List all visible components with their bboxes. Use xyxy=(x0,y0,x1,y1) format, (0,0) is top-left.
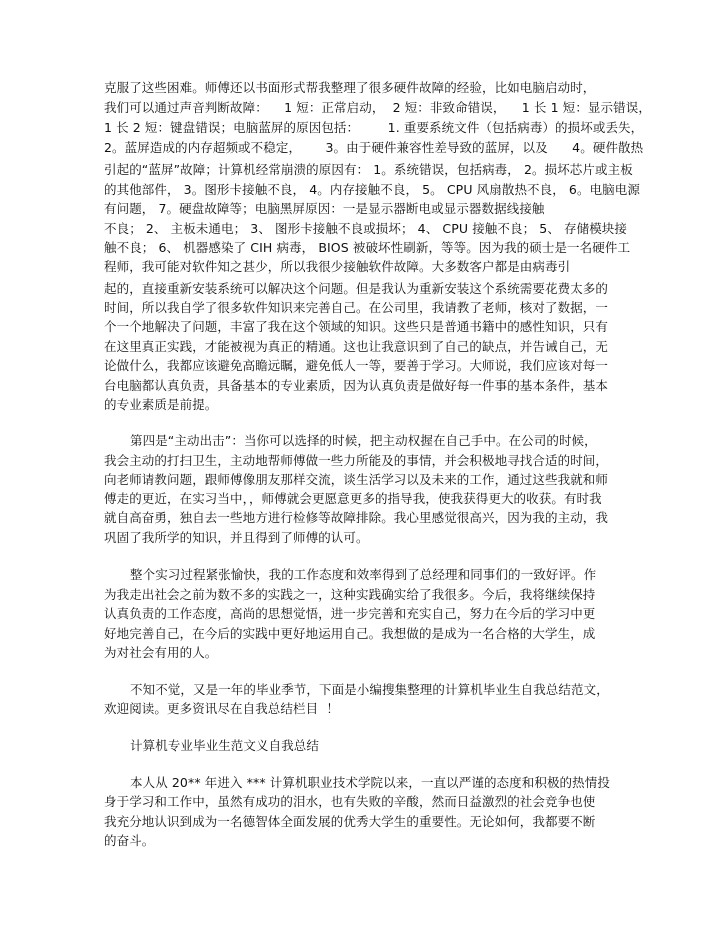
text-line: 个一个地解决了问题，丰富了我在这个领域的知识。这些只是普通书籍中的感性知识，只有 xyxy=(104,319,609,334)
paragraph-start-line: 不知不觉，又是一年的毕业季节，下面是小编搜集整理的计算机毕业生自我总结范文， xyxy=(130,682,609,697)
paragraph-start-line: 第四是“主动出击”：当你可以选择的时候，把主动权握在自己手中。在公司的时候， xyxy=(130,433,597,448)
text-line: 克服了这些困难。师傅还以书面形式帮我整理了很多硬件故障的经验，比如电脑启动时， xyxy=(104,80,596,95)
text-line: 起的，直接重新安装系统可以解决这个问题。但是我认为重新安装这个系统需要花费太多的 xyxy=(104,281,609,296)
text-line: 的其他部件， 3。图形卡接触不良， 4。内存接触不良， 5。 CPU 风扇散热不良， 6。电脑电源 xyxy=(104,182,640,197)
text-line: 引起的“蓝屏”故障；计算机经常崩溃的原因有： 1。系统错误，包括病毒， 2。损坏芯片或主板 xyxy=(104,162,633,177)
text-line: 台电脑都认真负责，具备基本的专业素质，因为认真负责是做好每一件事的基本条件，基本 xyxy=(104,378,609,393)
text-line: 认真负责的工作态度，高尚的思想觉悟，进一步完善和充实自己，努力在今后的学习中更 xyxy=(104,606,596,621)
text-line: 身于学习和工作中，虽然有成功的泪水，也有失败的辛酸，然而日益激烈的社会竞争也使 xyxy=(104,794,596,809)
text-line: 向老师请教问题，跟师傅像朋友那样交流，谈生活学习以及未来的工作，通过这些我就和师 xyxy=(104,472,609,487)
text-line: 的奋斗。 xyxy=(104,833,155,848)
text-line: 傅走的更近，在实习当中，，师傅就会更愿意更多的指导我，使我获得更大的收获。有时我 xyxy=(104,491,602,506)
text-line: 好地完善自己，在今后的实践中更好地运用自己。我想做的是成为一名合格的大学生，成 xyxy=(104,626,596,641)
text-line: 我会主动的打扫卫生，主动地帮师傅做一些力所能及的事情，并会积极地寻找合适的时间， xyxy=(104,453,609,468)
text-line: 不良； 2、 主板未通电； 3、 图形卡接触不良或损坏； 4、 CPU 接触不良； 5、 存储模块接 xyxy=(104,221,627,236)
text-line: 欢迎阅读。更多资讯尽在自我总结栏目 ！ xyxy=(104,701,339,716)
text-line: 论做什么，我都应该避免高瞻远瞩，避免低人一等，要善于学习。大师说，我们应该对每一 xyxy=(104,358,609,373)
text-line: 的专业素质是前提。 xyxy=(104,397,218,412)
paragraph-start-line: 本人从 20** 年进入 *** 计算机职业技术学院以来，一直以严谨的态度和积极的热情投 xyxy=(130,775,610,790)
text-line: 1 长 2 短：键盘错误；电脑蓝屏的原因包括： 1. 重要系统文件（包括病毒）的损坏或丢失， xyxy=(104,120,644,135)
text-line: 我们可以通过声音判断故障： 1 短：正常启动， 2 短：非致命错误， 1 长 1 短：显示错误， xyxy=(104,100,651,115)
text-line: 程师，我可能对软件知之甚少，所以我很少接触软件故障。大多数客户都是由病毒引 xyxy=(104,259,571,274)
paragraph-start-line: 整个实习过程紧张愉快，我的工作态度和效率得到了总经理和同事们的一致好评。作 xyxy=(130,567,597,582)
text-line: 有问题， 7。硬盘故障等；电脑黑屏原因：一是显示器断电或显示器数据线接触 xyxy=(104,201,545,216)
text-line: 2。蓝屏造成的内存超频或不稳定， 3。由于硬件兼容性差导致的蓝屏，以及 4。硬件散热 xyxy=(104,140,644,155)
text-line: 触不良； 6、 机器感染了 CIH 病毒， BIOS 被破坏性刷新，等等。因为我的硕士是一名硬件工 xyxy=(104,240,631,255)
section-heading: 计算机专业毕业生范文义自我总结 xyxy=(130,738,320,753)
text-line: 为对社会有用的人。 xyxy=(104,645,218,660)
text-line: 巩固了我所学的知识，并且得到了师傅的认可。 xyxy=(104,530,369,545)
text-line: 我充分地认识到成为一名德智体全面发展的优秀大学生的重要性。无论如何，我都要不断 xyxy=(104,814,596,829)
text-line: 为我走出社会之前为数不多的实践之一，这种实践确实给了我很多。今后，我将继续保持 xyxy=(104,587,596,602)
text-line: 时间，所以我自学了很多软件知识来完善自己。在公司里，我请教了老师，核对了数据，一 xyxy=(104,300,609,315)
text-line: 就自高奋勇，独自去一些地方进行检修等故障排除。我心里感觉很高兴，因为我的主动，我 xyxy=(104,510,609,525)
text-line: 在这里真正实践，才能被视为真正的精通。这也让我意识到了自己的缺点，并告诫自己，无 xyxy=(104,339,609,354)
